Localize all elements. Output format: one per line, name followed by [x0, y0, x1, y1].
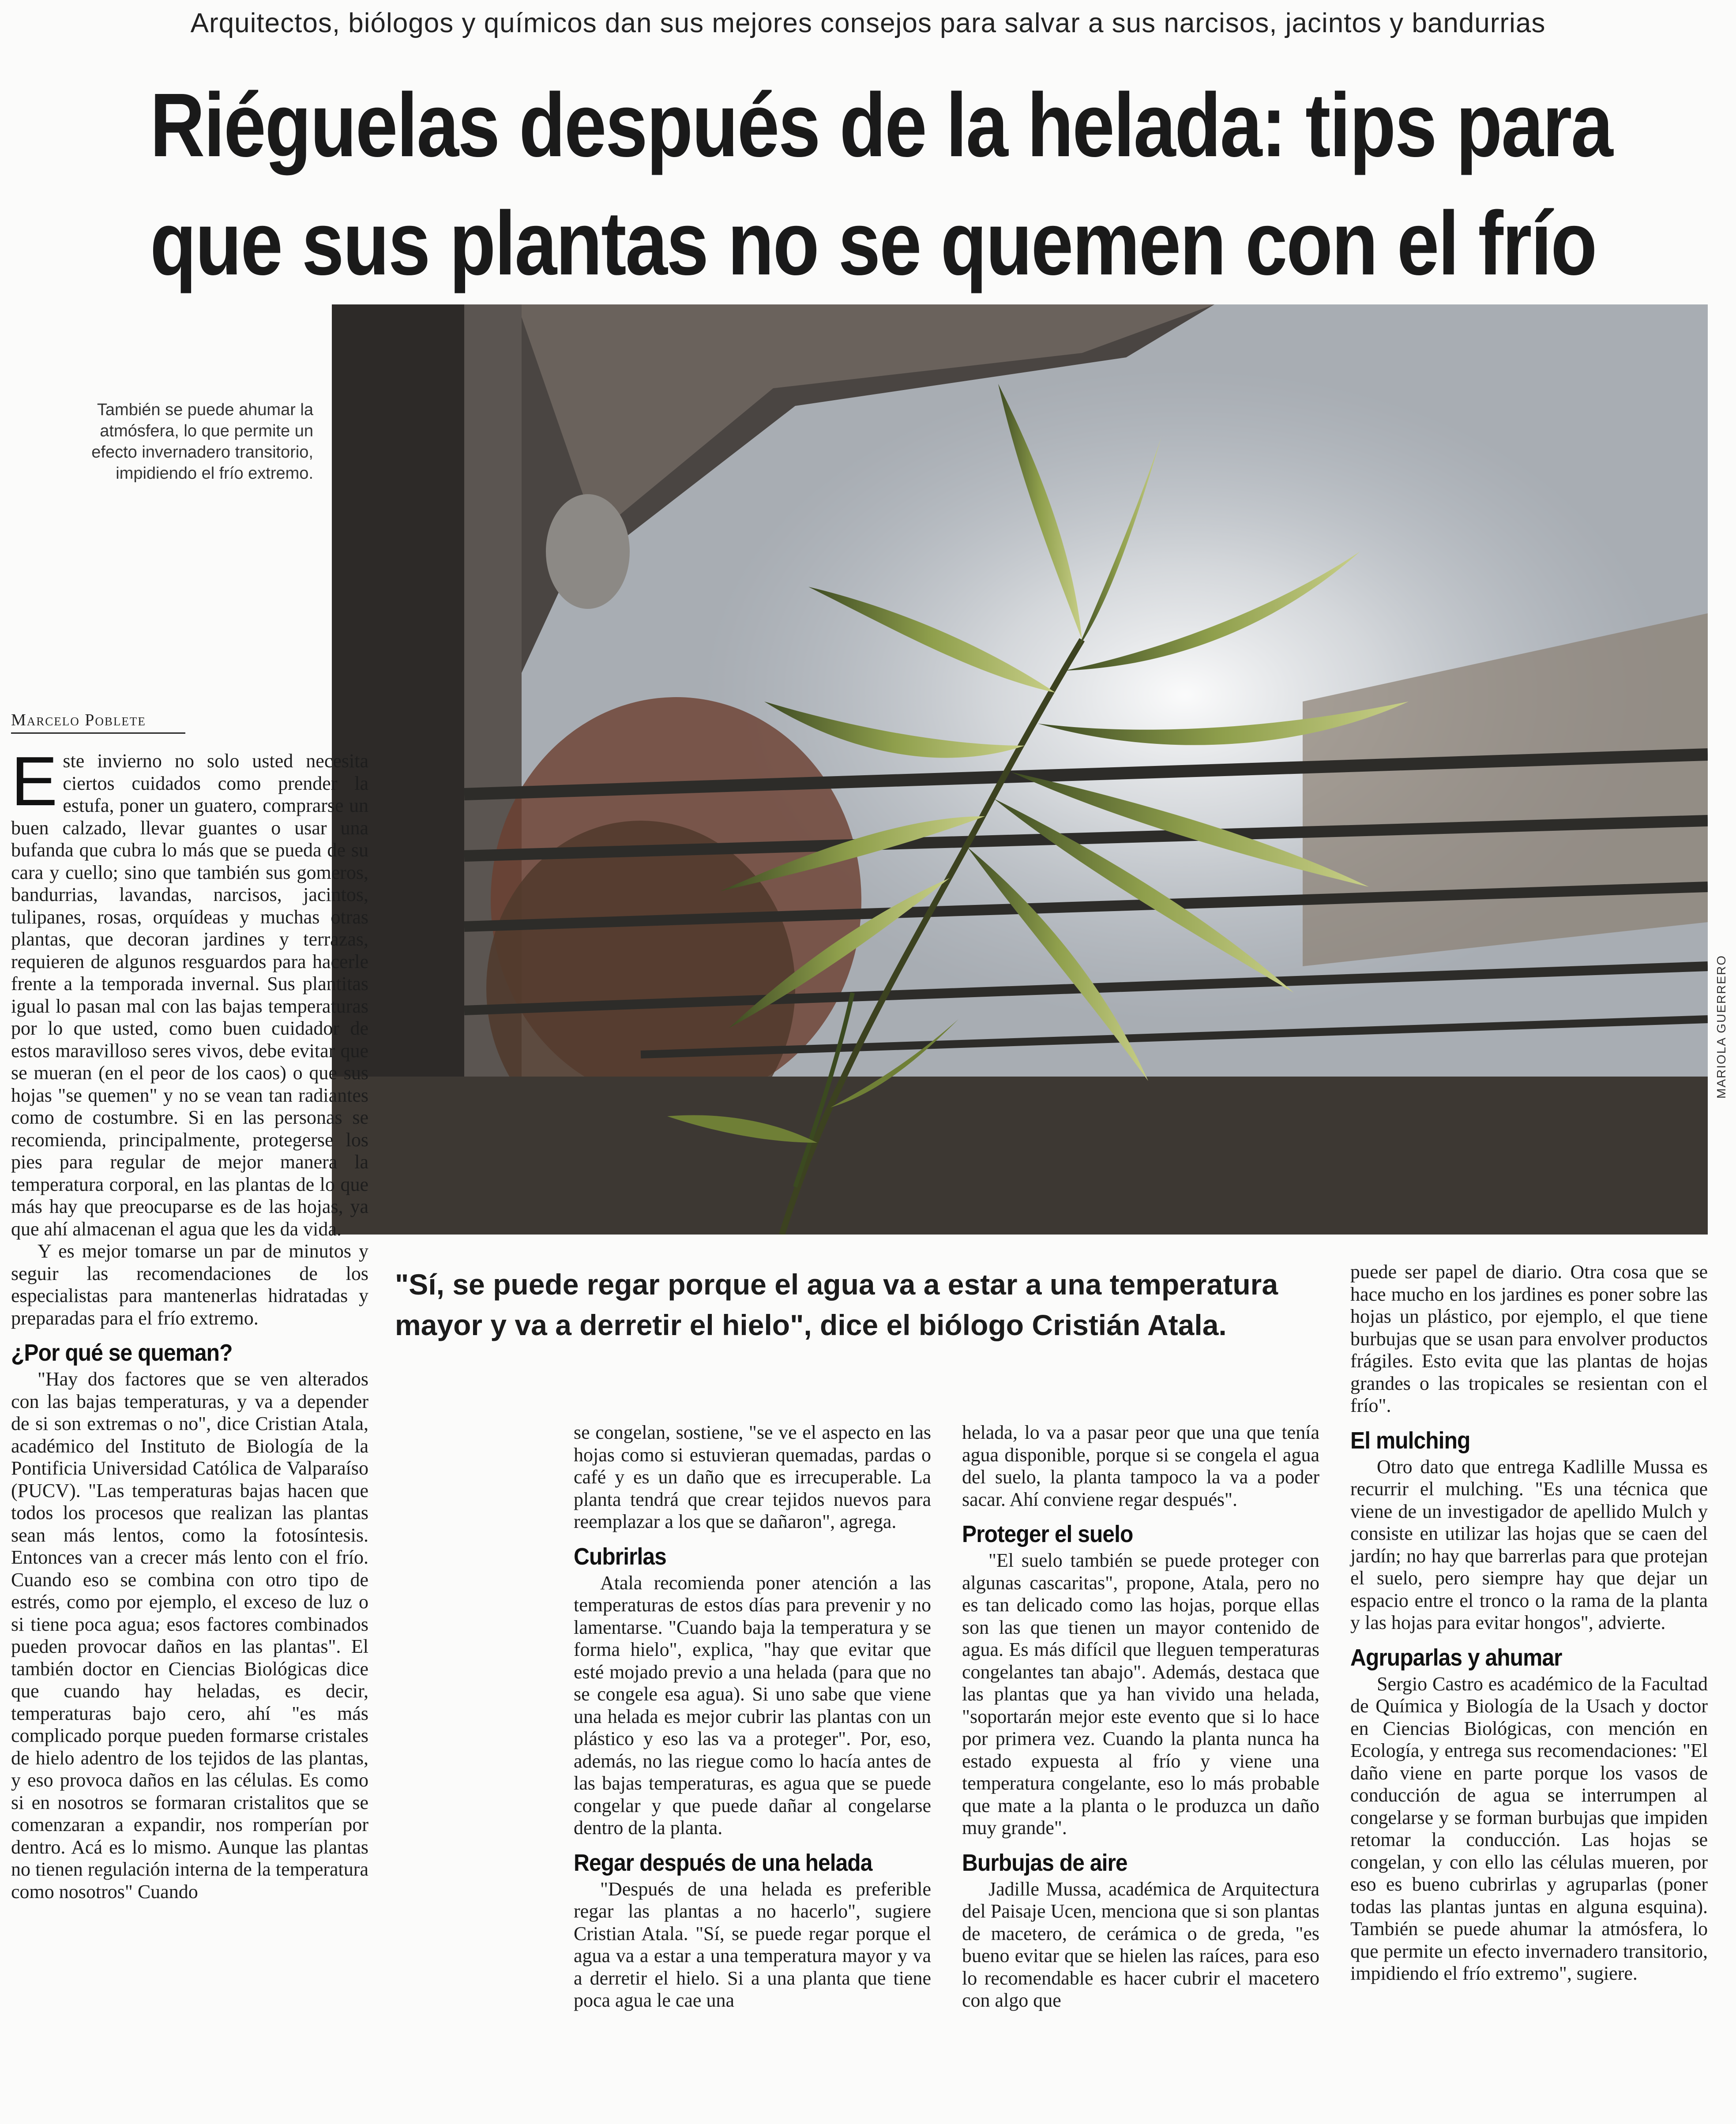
suelo-paragraph: "El suelo también se puede proteger con algunas cascaritas", propone, Atala, pero no es tan delicado como las hojas, porque ellas son las que tienen un mayor contenido de agua. Es más difícil que lleguen temperaturas congelantes tan abajo". Además, destaca que las plantas que ya han vivido una helada, "soportarán mejor este evento que si lo hace por primera vez. Cuando la planta nunca ha estado expuesta al frío y viene una temperatura congelante, eso lo más probable que mate a la planta o le produzca un daño muy grande".	[962, 1550, 1319, 1839]
subhead-agruparlas-y-ahumar: Agruparlas y ahumar	[1350, 1644, 1562, 1671]
subhead-proteger-el-suelo: Proteger el suelo	[962, 1521, 1133, 1547]
col4-continuation: puede ser papel de diario. Otra cosa que se hace mucho en los jardines es poner sobre las hojas un plástico, por ejemplo, el que tiene burbujas que se usan para envolver productos frágiles. Esto evita que las plantas de hojas grandes o las tropicales se resientan con el frío".	[1350, 1261, 1708, 1416]
column-3	[962, 1422, 1319, 2012]
article-photo	[332, 304, 1708, 1235]
mulching-paragraph: Otro dato que entrega Kadlille Mussa es recurrir el mulching. "Es una técnica que viene de un investigador de apellido Mulch y consiste en utilizar las hojas que se caen del jardín; no hay que barrerlas para que protejan el suelo, pero siempre hay que dejar un espacio entre el tronco o la rama de la planta y las hojas para evitar hongos", advierte.	[1350, 1456, 1708, 1633]
photo-credit: MARIOLA GUERRERO	[1714, 954, 1728, 1099]
kicker: Arquitectos, biólogos y químicos dan sus mejores consejos para salvar a sus narcisos, jacintos y bandurrias	[190, 8, 1546, 38]
col3-continuation: helada, lo va a pasar peor que una que tenía agua disponible, porque si se congela el agua del suelo, la planta tampoco la va a poder sacar. Ahí conviene regar después".	[962, 1422, 1319, 1510]
queman-paragraph: "Hay dos factores que se ven alterados con las bajas temperaturas, y va a depender de si son extremas o no", dice Cristian Atala, académico del Instituto de Biología de la Pontificia Universidad Católica de Valparaíso (PUCV). "Las temperaturas bajas hacen que todos los procesos que realizan las plantas sean más lentos, como la fotosíntesis. Entonces van a crecer más lento con el frío. Cuando eso se combina con otro tipo de estrés, como por ejemplo, el exceso de luz o si tiene poca agua; esos factores combinados pueden provocar daños en las plantas". El también doctor en Ciencias Biológicas dice que cuando hay heladas, es decir, temperaturas bajo cero, ahí "es más complicado porque pueden formarse cristales de hielo adentro de los tejidos de las plantas, y eso provoca daños en las células. Es como si en nosotros se formaran cristalitos que se comenzaran a expandir, nos romperían por dentro. Acá es lo mismo. Aunque las plantas no tienen regulación interna de la temperatura como nosotros" Cuando	[11, 1368, 368, 1903]
byline: Marcelo Poblete	[11, 710, 185, 734]
subhead-el-mulching: El mulching	[1350, 1427, 1470, 1454]
photo-caption: También se puede ahumar la atmósfera, lo que permite un efecto invernadero transitorio, impidiendo el frío extremo.	[91, 401, 313, 483]
col2-continuation: se congelan, sostiene, "se ve el aspecto en las hojas como si estuvieran quemadas, pardas o café y es un daño que es irrecuperable. La planta tendrá que crear tejidos nuevos para reemplazar a los que se dañaron", agrega.	[574, 1422, 931, 1532]
subhead-burbujas-de-aire: Burbujas de aire	[962, 1849, 1127, 1876]
agruparlas-paragraph: Sergio Castro es académico de la Facultad de Química y Biología de la Usach y doctor en Ciencias Biológicas, con mención en Ecología, y entrega sus recomendaciones: "El daño viene en parte porque los vasos de conducción de agua se interrumpen al congelarse y se forman burbujas que impiden retomar la conducción. Las hojas se congelan, y con ello las células mueren, por eso es bueno cubrirlas y agruparlas (poner todas las plantas juntas en alguna esquina). También se puede ahumar la atmósfera, lo que permite un efecto invernadero transitorio, impidiendo el frío extremo", sugiere.	[1350, 1673, 1708, 1984]
column-4	[1350, 1261, 1708, 1985]
column-2	[574, 1422, 931, 2012]
headline-line-2: que sus plantas no se quemen con el frío	[150, 193, 1596, 294]
column-1	[11, 743, 368, 1903]
headline	[150, 66, 1612, 303]
subhead-cubrirlas: Cubrirlas	[574, 1543, 666, 1570]
intro-paragraph-2: Y es mejor tomarse un par de minutos y seguir las recomendaciones de los especialistas para mantenerlas hidratadas y preparadas para el frío extremo.	[11, 1240, 368, 1329]
cubrirlas-paragraph: Atala recomienda poner atención a las temperaturas de estos días para prevenir y no lamentarse. "Cuando baja la temperatura y se forma hielo", explica, "hay que evitar que esté mojado previo a una helada (para que no se congele esa agua). Si uno sabe que viene una helada es mejor cubrir las plantas con un plástico y eso las va a proteger". Por, eso, además, no las riegue como lo hacía antes de las bajas temperaturas, es agua que se puede congelar y que puede dañar al congelarse dentro de la planta.	[574, 1572, 931, 1839]
dropcap: E	[11, 743, 58, 820]
intro-paragraph-1: Este invierno no solo usted necesita ciertos cuidados como prender la estufa, poner un guatero, comprarse un buen calzado, llevar guantes o usar una bufanda que cubra lo más que se pueda de su cara y cuello; sino que también sus gomeros, bandurrias, lavandas, narcisos, jacintos, tulipanes, rosas, orquídeas y muchas otras plantas, que decoran jardines y terrazas, requieren de algunos resguardos para hacerle frente a la temporada invernal. Sus plantitas igual lo pasan mal con las bajas temperaturas por lo que usted, como buen cuidador de estos maravilloso seres vivos, debe evitar que se mueran (en el peor de los caos) o que sus hojas "se quemen" y no se vean tan radiantes como de costumbre. Si en las personas se recomienda, principalmente, protegerse los pies para regular de mejor manera la temperatura corporal, en las plantas de lo que más hay que preocuparse es de las hojas, ya que ahí almacenan el agua que les da vida.	[11, 743, 368, 1240]
subhead-por-que-se-queman: ¿Por qué se queman?	[11, 1340, 233, 1366]
headline-line-1: Riéguelas después de la helada: tips para	[150, 75, 1612, 176]
subhead-regar: Regar después de una helada	[574, 1849, 872, 1876]
regar-paragraph: "Después de una helada es preferible regar las plantas a no hacerlo", sugiere Cristian Atala. "Sí, se puede regar porque el agua va a estar a una temperatura mayor y va a derretir el hielo. Si a una planta que tiene poca agua le cae una	[574, 1878, 931, 2011]
burbujas-paragraph: Jadille Mussa, académica de Arquitectura del Paisaje Ucen, menciona que si son plantas de macetero, de cerámica o de greda, "es bueno evitar que se hielen las raíces, para eso lo recomendable es hacer cubrir el macetero con algo que	[962, 1878, 1319, 2011]
pull-quote: "Sí, se puede regar porque el agua va a estar a una temperatura mayor y va a derretir el hielo", dice el biólogo Cristián Atala.	[395, 1268, 1278, 1341]
palm-balcony-illustration	[332, 304, 1708, 1235]
